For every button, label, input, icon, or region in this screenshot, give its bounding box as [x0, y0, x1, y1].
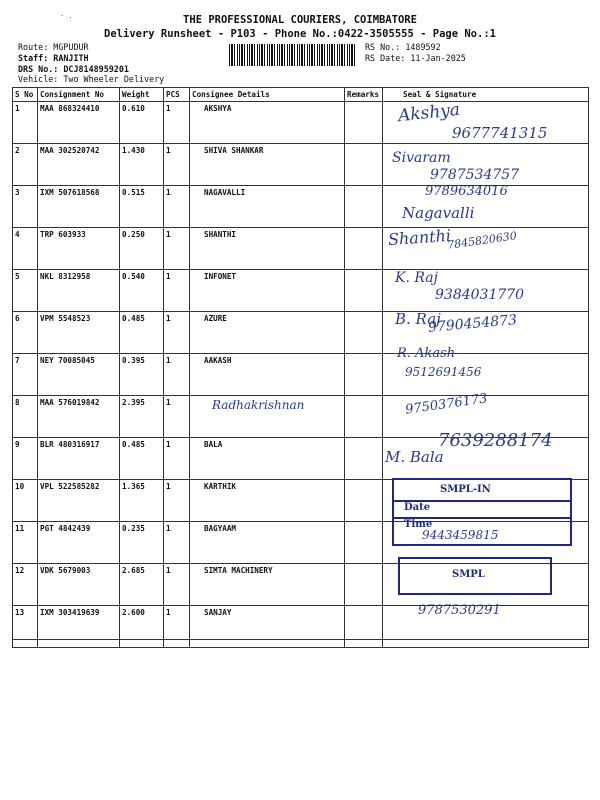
col-sno: S No [13, 88, 38, 102]
sno-cell: 10 [13, 480, 38, 522]
runsheet-table [12, 87, 589, 648]
handwritten-phone: 9787530291 [418, 603, 501, 618]
stamp-title: SMPL [452, 569, 485, 580]
sno-cell: 7 [13, 354, 38, 396]
pcs-cell: 1 [164, 564, 190, 606]
handwritten-name: Nagavalli [402, 204, 475, 222]
handwritten-phone: 9512691456 [405, 365, 482, 379]
rs-number: RS No.: 1489592 [365, 42, 441, 52]
handwritten-name: R. Akash [397, 346, 456, 361]
weight-cell: 2.685 [120, 564, 164, 606]
pcs-cell: 1 [164, 438, 190, 480]
signature-cell [383, 480, 589, 522]
consignee-cell [190, 396, 345, 438]
handwritten-name: Sivaram [392, 150, 451, 166]
remarks-cell [345, 354, 383, 396]
weight-cell: 2.600 [120, 606, 164, 648]
remarks-cell [345, 480, 383, 522]
weight-cell: 0.485 [120, 312, 164, 354]
weight-cell: 0.515 [120, 186, 164, 228]
handwritten-phone: 9384031770 [435, 287, 525, 303]
weight-cell: 1.365 [120, 480, 164, 522]
consignment-cell: MAA 302520742 [38, 144, 120, 186]
consignment-cell: NEY 70085045 [38, 354, 120, 396]
table-row [13, 354, 589, 396]
col-remarks: Remarks [345, 88, 383, 102]
consignment-cell: VPL 522585282 [38, 480, 120, 522]
rs-date: RS Date: 11-Jan-2025 [365, 53, 466, 63]
pcs-cell: 1 [164, 354, 190, 396]
handwritten-phone: 9790454873 [427, 312, 518, 336]
table-row [13, 270, 589, 312]
remarks-cell [345, 396, 383, 438]
sno-cell: 11 [13, 522, 38, 564]
consignee-cell: KARTHIK [190, 480, 345, 522]
weight-cell: 1.430 [120, 144, 164, 186]
signature-cell [383, 270, 589, 312]
staff-label: Staff: RANJITH [18, 53, 89, 63]
col-signature: Seal & Signature [383, 88, 589, 102]
signature-cell [383, 225, 589, 270]
remarks-cell [345, 228, 383, 270]
stamp-time-label: Time [404, 519, 433, 530]
signature-cell [383, 99, 589, 144]
consignee-cell: NAGAVALLI [190, 186, 345, 228]
table-row [13, 564, 589, 606]
sno-cell: 3 [13, 186, 38, 228]
signature-cell [383, 396, 589, 438]
handwritten-phone: 7845820630 [446, 229, 518, 252]
handwritten-name: K. Raj [395, 270, 438, 286]
consignee-cell: SHANTHI [190, 228, 345, 270]
signature-cell [383, 186, 589, 228]
consignment-cell: MAA 576019842 [38, 396, 120, 438]
handwritten-remark: Radhakrishnan [212, 398, 305, 412]
drs-number: DRS No.: DCJ8148959201 [18, 64, 129, 74]
pcs-cell: 1 [164, 144, 190, 186]
weight-cell: 0.395 [120, 354, 164, 396]
table-row [13, 396, 589, 438]
remarks-cell [345, 606, 383, 648]
company-title: THE PROFESSIONAL COURIERS, COIMBATORE [183, 14, 417, 26]
remarks-cell [345, 270, 383, 312]
remarks-cell [345, 438, 383, 480]
consignee-cell: AZURE [190, 312, 345, 354]
consignee-cell: SIMTA MACHINERY [190, 564, 345, 606]
handwritten-phone: 7639288174 [438, 430, 553, 451]
table-row [13, 144, 589, 186]
table-row [13, 228, 589, 270]
remarks-cell [345, 102, 383, 144]
pcs-cell: 1 [164, 270, 190, 312]
col-consignee: Consignee Details [190, 88, 345, 102]
col-pcs: PCS [164, 88, 190, 102]
handwritten-phone: 9677741315 [452, 124, 548, 142]
remarks-cell [345, 564, 383, 606]
weight-cell: 0.250 [120, 228, 164, 270]
weight-cell: 0.610 [120, 102, 164, 144]
pcs-cell: 1 [164, 102, 190, 144]
weight-cell: 0.235 [120, 522, 164, 564]
consignee-cell: BALA [190, 438, 345, 480]
table-row [13, 606, 589, 648]
remarks-cell [345, 144, 383, 186]
signature-cell [383, 144, 589, 186]
consignment-cell: BLR 480316917 [38, 438, 120, 480]
sno-cell: 2 [13, 144, 38, 186]
consignment-cell: NKL 8312958 [38, 270, 120, 312]
weight-cell: 0.540 [120, 270, 164, 312]
pcs-cell: 1 [164, 522, 190, 564]
consignment-cell: TRP 603933 [38, 228, 120, 270]
scan-mark: - . [60, 12, 73, 20]
route-label: Route: MGPUDUR [18, 42, 89, 52]
consignee-cell: AKSHYA [190, 102, 345, 144]
handwritten-name: M. Bala [385, 448, 444, 466]
pcs-cell: 1 [164, 606, 190, 648]
signature-cell [383, 522, 589, 564]
consignment-cell: IXM 507618568 [38, 186, 120, 228]
consignee-cell: AAKASH [190, 354, 345, 396]
consignment-cell: PGT 4842439 [38, 522, 120, 564]
sno-cell: 13 [13, 606, 38, 648]
sno-cell: 6 [13, 312, 38, 354]
consignment-cell: IXM 303419639 [38, 606, 120, 648]
signature-cell [383, 354, 589, 396]
table-row [13, 312, 589, 354]
signature-cell [383, 606, 589, 648]
handwritten-phone: 9443459815 [422, 528, 499, 542]
handwritten-phone: 9787534757 [430, 167, 520, 183]
handwritten-phone: 9789634016 [425, 184, 508, 199]
consignee-cell: BAGYAAM [190, 522, 345, 564]
consignment-cell: VDK 5679003 [38, 564, 120, 606]
handwritten-name: Akshya [397, 99, 461, 127]
table-header-row [13, 88, 589, 102]
stamp-date-label: Date [404, 502, 431, 513]
signature-cell [383, 312, 589, 354]
sno-cell: 4 [13, 228, 38, 270]
handwritten-name: Shanthi [387, 225, 452, 250]
sno-cell: 12 [13, 564, 38, 606]
remarks-cell [345, 312, 383, 354]
consignment-cell: VPM 5548523 [38, 312, 120, 354]
pcs-cell: 1 [164, 186, 190, 228]
weight-cell: 2.395 [120, 396, 164, 438]
stamp-title: SMPL-IN [440, 484, 491, 495]
consignee-cell: SHIVA SHANKAR [190, 144, 345, 186]
consignee-cell: SANJAY [190, 606, 345, 648]
signature-cell [383, 564, 589, 606]
sno-cell: 9 [13, 438, 38, 480]
runsheet-title: Delivery Runsheet - P103 - Phone No.:0422-3505555 - Page No.:1 [104, 28, 496, 40]
remarks-cell [345, 522, 383, 564]
pcs-cell: 1 [164, 396, 190, 438]
sno-cell: 1 [13, 102, 38, 144]
handwritten-name: B. Raj [395, 310, 441, 328]
table-bottom-rule [12, 639, 588, 640]
pcs-cell: 1 [164, 228, 190, 270]
col-weight: Weight [120, 88, 164, 102]
sno-cell: 5 [13, 270, 38, 312]
table-row [13, 480, 589, 522]
signature-cell [383, 438, 589, 480]
consignment-cell: MAA 868324410 [38, 102, 120, 144]
col-consignment: Consignment No [38, 88, 120, 102]
vehicle-label: Vehicle: Two Wheeler Delivery [18, 74, 165, 84]
weight-cell: 0.485 [120, 438, 164, 480]
barcode [229, 44, 356, 66]
table-row [13, 438, 589, 480]
sno-cell: 8 [13, 396, 38, 438]
table-row [13, 522, 589, 564]
handwritten-phone: 9750376173 [404, 391, 489, 418]
remarks-cell [345, 186, 383, 228]
table-row [13, 102, 589, 144]
consignee-cell: INFONET [190, 270, 345, 312]
pcs-cell: 1 [164, 312, 190, 354]
pcs-cell: 1 [164, 480, 190, 522]
table-row [13, 186, 589, 228]
